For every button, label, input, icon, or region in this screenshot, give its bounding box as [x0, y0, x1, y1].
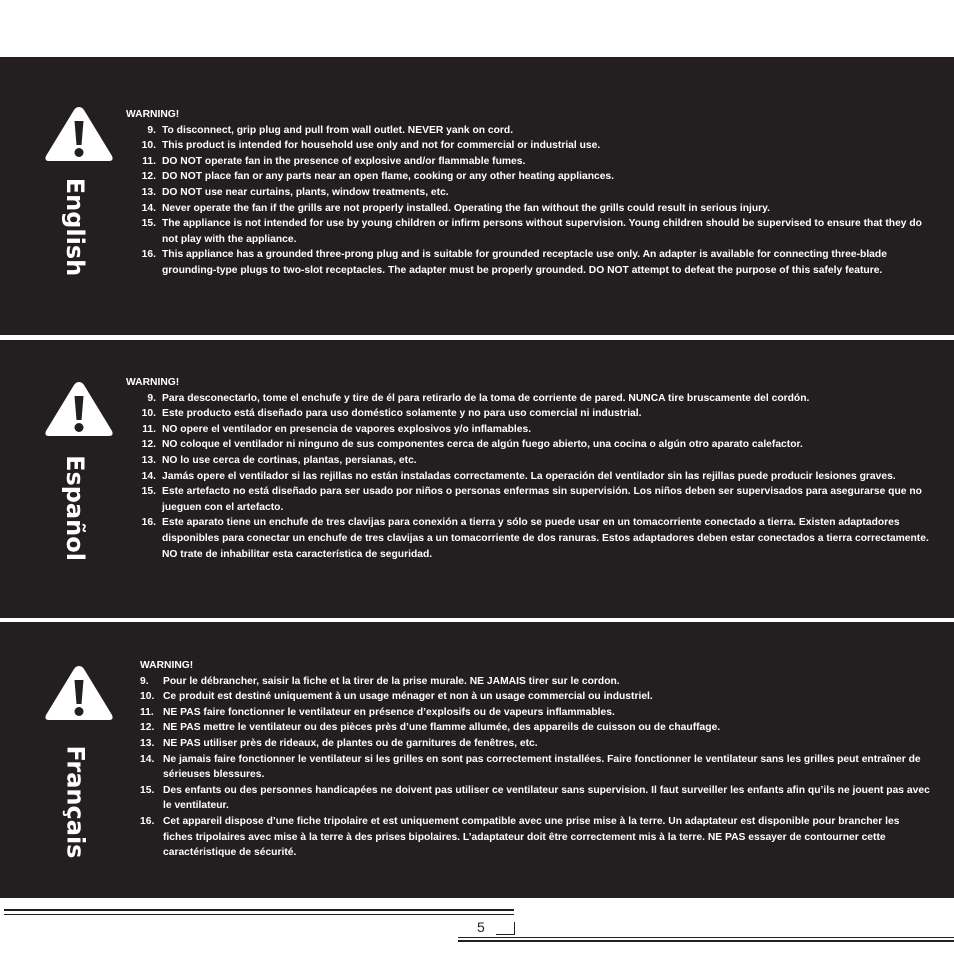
- warning-block: [140, 658, 930, 861]
- list-item: 13. NE PAS utiliser près de rideaux, de plantes ou de garnitures de fenêtres, etc.: [140, 737, 538, 749]
- warning-heading: WARNING!: [126, 109, 180, 120]
- page-number-bracket-side: [514, 922, 515, 935]
- list-item: 13. NO lo use cerca de cortinas, plantas, persianas, etc.: [141, 454, 417, 466]
- footer-rule-right-top: [458, 937, 954, 938]
- list-item: 16. Cet appareil dispose d’une fiche tripolaire et est uniquement compatible avec une prise mise à la terre. Un adaptateur est disponible pour brancher les fiches tripolaires avec mise à la terre à des prises bipolaires. L’adaptateur doit être correctement mis à la terre. NE PAS essayer de contourner cette caractéristique de sécurité.: [140, 815, 900, 859]
- list-item: 11. NO opere el ventilador en presencia de vapores explosivos y/o inflamables.: [142, 423, 532, 435]
- page-number: 5: [477, 919, 485, 935]
- list-item: 12. DO NOT place fan or any parts near an open flame, cooking or any other heating appliances.: [141, 171, 615, 183]
- section-espanol: [0, 340, 954, 618]
- language-label: English: [61, 177, 90, 277]
- list-item: 10. Ce produit est destiné uniquement à un usage ménager et non à un usage commercial ou industriel.: [140, 691, 653, 703]
- warning-triangle-icon: [43, 664, 115, 722]
- list-item: 15. Des enfants ou des personnes handicapées ne doivent pas utiliser ce ventilateur sans supervision. Il faut surveiller les enfants afin qu’ils ne jouent pas avec le ventilateur.: [140, 784, 930, 812]
- section-english: [0, 57, 954, 335]
- list-item: 10. This product is intended for household use only and not for commercial or industrial use.: [141, 140, 601, 152]
- warning-block: [126, 375, 932, 562]
- warning-list: [126, 391, 932, 563]
- list-item: 16. This appliance has a grounded three-prong plug and is suitable for grounded receptacle use only. An adapter is available for connecting three-blade grounding-type plugs to two-slot receptacles. The adapter must be properly grounded. DO NOT attempt to defeat the purpose of this safely feature.: [141, 249, 887, 276]
- warning-list: [126, 123, 926, 279]
- footer-rule-left-top: [4, 909, 514, 911]
- footer-rule-left-bottom: [4, 914, 514, 915]
- page-number-bracket-bottom: [496, 934, 514, 935]
- list-item: 14. Jamás opere el ventilador si las rejillas no están instaladas correctamente. La operación del ventilador sin las rejillas puede producir lesiones graves.: [141, 470, 896, 482]
- language-label: Français: [61, 745, 90, 859]
- list-item: 12. NO coloque el ventilador ni ninguno de sus componentes cerca de algún fuego abierto, una cocina o algún otro aparato calefactor.: [141, 439, 803, 451]
- list-item: 15. Este artefacto no está diseñado para ser usado por niños o personas enfermas sin supervisión. Los niños deben ser supervisados para asegurarse que no jueguen con el artefacto.: [141, 486, 922, 513]
- list-item: 9. Para desconectarlo, tome el enchufe y tire de él para retirarlo de la toma de corriente de pared. NUNCA tire bruscamente del cordón.: [147, 392, 810, 404]
- page-number-bracket-top: [458, 914, 478, 915]
- list-item: 9. To disconnect, grip plug and pull from wall outlet. NEVER yank on cord.: [147, 124, 514, 136]
- list-item: 13. DO NOT use near curtains, plants, window treatments, etc.: [141, 186, 449, 198]
- list-item: 10. Este producto está diseñado para uso doméstico solamente y no para uso comercial ni industrial.: [141, 408, 642, 420]
- list-item: 11. NE PAS faire fonctionner le ventilateur en présence d’explosifs ou de vapeurs inflammables.: [140, 706, 615, 718]
- list-item: 14. Never operate the fan if the grills are not properly installed. Operating the fan without the grills could result in serious injury.: [141, 202, 770, 214]
- footer-rule-right-bottom: [458, 940, 954, 942]
- warning-triangle-icon: [43, 380, 115, 438]
- warning-heading: WARNING!: [140, 660, 194, 671]
- list-item: 11. DO NOT operate fan in the presence of explosive and/or flammable fumes.: [142, 155, 526, 167]
- warning-heading: WARNING!: [126, 377, 180, 388]
- list-item: 12. NE PAS mettre le ventilateur ou des pièces près d’une flamme allumée, des appareils de cuisson ou de chauffage.: [140, 722, 721, 734]
- warning-block: [126, 107, 926, 279]
- list-item: 15. The appliance is not intended for use by young children or infirm persons without supervision. Young children should be supervised to ensure that they do not play with the appliance.: [141, 218, 922, 245]
- list-item: 9. Pour le débrancher, saisir la fiche et la tirer de la prise murale. NE JAMAIS tirer sur le cordon.: [140, 675, 620, 687]
- warning-triangle-icon: [43, 105, 115, 163]
- warning-list: [110, 674, 930, 861]
- list-item: 16. Este aparato tiene un enchufe de tres clavijas para conexión a tierra y sólo se puede usar en un tomacorriente conectado a tierra. Existen adaptadores disponibles para conectar un enchufe de tres clavijas a un tomacorriente de dos ranuras. Estos adaptadores deben estar conectados a tierra correctamente. NO trate de inhabilitar esta característica de seguridad.: [141, 517, 929, 560]
- list-item: 14. Ne jamais faire fonctionner le ventilateur si les grilles en sont pas correctement installées. Faire fonctionner le ventilateur sans les grilles peut entraîner de sérieuses blessures.: [140, 753, 921, 781]
- section-francais: [0, 622, 954, 898]
- language-label: Español: [61, 455, 90, 561]
